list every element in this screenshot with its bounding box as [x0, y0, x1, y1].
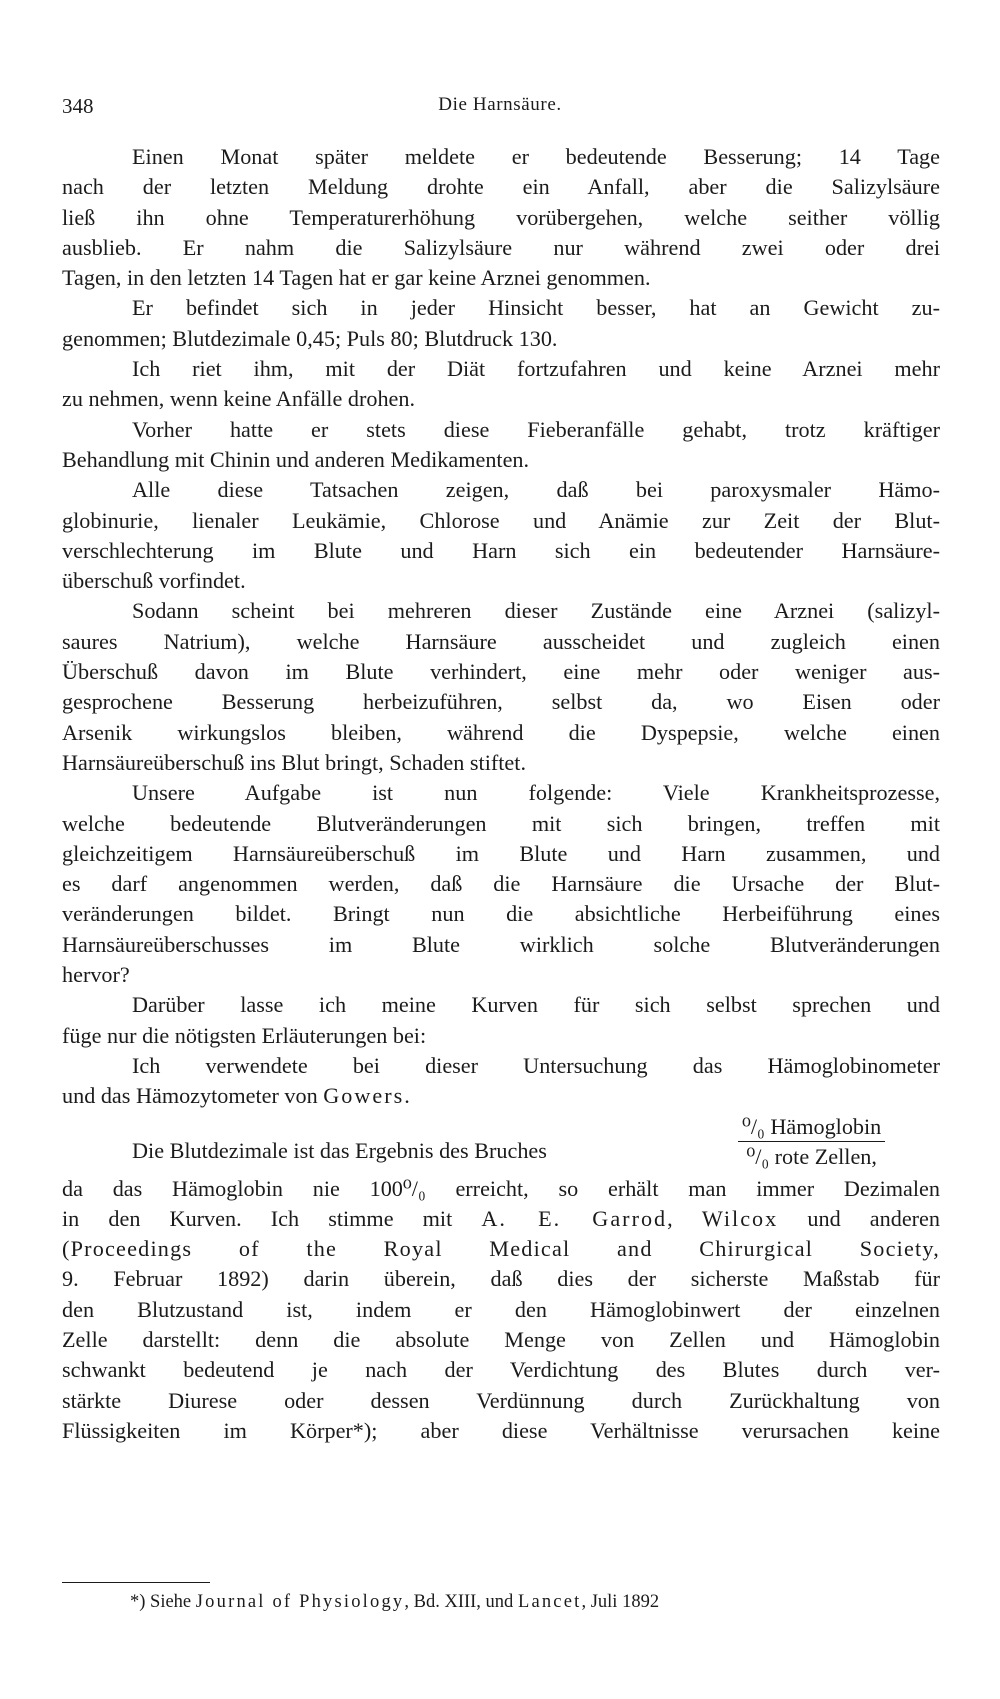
fraction-numerator: ⁰/₀ Hämoglobin: [742, 1113, 882, 1139]
text-line: Harnsäureüberschusses im Blute wirklich solche Blutveränderungen: [62, 931, 940, 957]
text-line: Überschuß davon im Blute verhindert, eine mehr oder weniger aus-: [62, 659, 940, 685]
footnote-marker: *): [130, 1592, 146, 1612]
text-line: verschlechterung im Blute und Harn sich ein bedeutender Harnsäure-: [62, 537, 940, 563]
text-run: , Juli 1892: [581, 1592, 660, 1612]
text-line: Sodann scheint bei mehreren dieser Zustände eine Arznei (salizyl-: [132, 598, 940, 624]
text-run: .: [404, 1083, 410, 1109]
text-run: Siehe: [145, 1592, 196, 1612]
text-line: 9. Februar 1892) darin überein, daß dies der sicherste Maßstab für: [62, 1266, 940, 1292]
text-run: und anderen: [778, 1205, 940, 1231]
text-run: ,: [667, 1205, 702, 1231]
main-text: [62, 142, 940, 1446]
fraction-denominator: ⁰/₀ rote Zellen,: [746, 1143, 877, 1169]
page-number: 348: [62, 94, 94, 118]
text-line: es darf angenommen werden, daß die Harnsäure die Ursache der Blut-: [62, 871, 940, 897]
text-line: nach der letzten Meldung drohte ein Anfall, aber die Salizylsäure: [62, 174, 940, 200]
text-line: saures Natrium), welche Harnsäure ausscheidet und zugleich einen: [62, 628, 940, 654]
text-line: hervor?: [62, 962, 130, 988]
text-line: Zelle darstellt: denn die absolute Menge von Zellen und Hämoglobin: [62, 1326, 940, 1352]
text-line: Darüber lasse ich meine Kurven für sich selbst sprechen und: [132, 992, 940, 1018]
text-line: ließ ihn ohne Temperaturerhöhung vorübergehen, welche seither völlig: [62, 204, 940, 230]
text-line: Flüssigkeiten im Körper*); aber diese Verhältnisse verursachen keine: [62, 1417, 940, 1443]
lancet-title: Lancet: [517, 1592, 582, 1612]
author-name-garrod: A. E. Garrod: [481, 1205, 668, 1231]
text-line: Ich verwendete bei dieser Untersuchung das Hämoglobinometer: [132, 1052, 940, 1078]
text-line: gesprochene Besserung herbeizuführen, selbst da, wo Eisen oder: [62, 689, 940, 715]
text-line: veränderungen bildet. Bringt nun die absichtliche Herbeiführung eines: [62, 901, 940, 927]
text-line: [62, 1204, 940, 1234]
text-line: stärkte Diurese oder dessen Verdünnung durch Zurückhaltung von: [62, 1387, 940, 1413]
text-line: überschuß vorfindet.: [62, 568, 246, 594]
text-line: ausblieb. Er nahm die Salizylsäure nur während zwei oder drei: [62, 234, 940, 260]
footnote: [130, 1588, 659, 1616]
running-title: Die Harnsäure.: [438, 94, 562, 115]
blood-decimal-fraction: [738, 1112, 885, 1171]
formula-lead-text: Die Blutdezimale ist das Ergebnis des Bruches: [132, 1137, 547, 1163]
text-line: Harnsäureüberschuß ins Blut bringt, Schaden stiftet.: [62, 749, 526, 775]
text-line: globinurie, lienaler Leukämie, Chlorose und Anämie zur Zeit der Blut-: [62, 507, 940, 533]
text-line: Arsenik wirkungslos bleiben, während die Dyspepsie, welche einen: [62, 719, 940, 745]
journal-title: Journal of Physiology: [195, 1592, 405, 1612]
text-line: Einen Monat später meldete er bedeutende Besserung; 14 Tage: [132, 144, 940, 169]
text-line-proceedings: (Proceedings of the Royal Medical and Chirurgical Society,: [62, 1236, 940, 1262]
text-run: , Bd. XIII, und: [404, 1592, 518, 1612]
text-line: Ich riet ihm, mit der Diät fortzufahren und keine Arznei mehr: [132, 356, 940, 382]
text-line: den Blutzustand ist, indem er den Hämoglobinwert der einzelnen: [62, 1296, 940, 1322]
text-line: gleichzeitigem Harnsäureüberschuß im Blute und Harn zusammen, und: [62, 840, 940, 866]
author-name-wilcox: Wilcox: [701, 1205, 779, 1231]
text-line: zu nehmen, wenn keine Anfälle drohen.: [62, 386, 416, 412]
text-line: Vorher hatte er stets diese Fieberanfälle gehabt, trotz kräftiger: [132, 416, 940, 442]
text-line: füge nur die nötigsten Erläuterungen bei:: [62, 1022, 427, 1048]
text-line: Tagen, in den letzten 14 Tagen hat er gar keine Arznei genommen.: [62, 265, 651, 291]
text-line: da das Hämoglobin nie 100⁰/₀ erreicht, so erhält man immer Dezimalen: [62, 1175, 940, 1201]
formula-line: [62, 1112, 940, 1174]
text-line: Behandlung mit Chinin und anderen Medikamenten.: [62, 446, 530, 472]
page-header: [62, 94, 938, 124]
text-line: welche bedeutende Blutveränderungen mit sich bringen, treffen mit: [62, 810, 940, 836]
author-name-gowers: Gowers: [323, 1083, 405, 1109]
text-line: schwankt bedeutend je nach der Verdichtung des Blutes durch ver-: [62, 1357, 940, 1383]
text-line: Unsere Aufgabe ist nun folgende: Viele Krankheitsprozesse,: [132, 780, 940, 806]
text-line: Er befindet sich in jeder Hinsicht besser, hat an Gewicht zu-: [132, 295, 940, 321]
footnote-separator: [62, 1582, 210, 1583]
text-run: und das Hämozytometer von: [62, 1083, 324, 1109]
text-line: genommen; Blutdezimale 0,45; Puls 80; Blutdruck 130.: [62, 325, 558, 351]
text-line: [62, 1081, 940, 1111]
text-run: in den Kurven. Ich stimme mit: [62, 1205, 482, 1231]
text-line: Alle diese Tatsachen zeigen, daß bei paroxysmaler Hämo-: [132, 477, 940, 503]
